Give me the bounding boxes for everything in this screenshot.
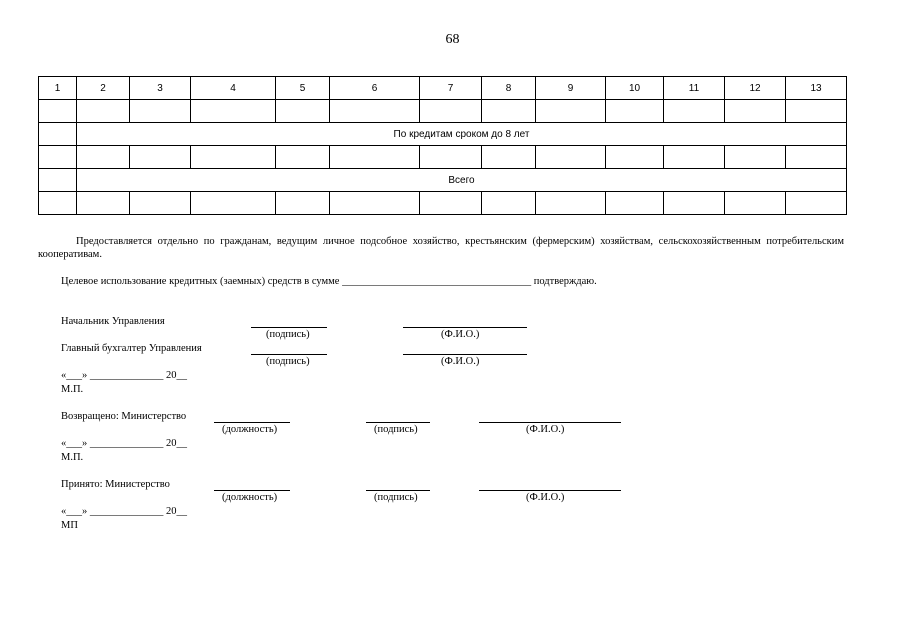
table-cell	[536, 146, 606, 169]
table-cell	[664, 146, 725, 169]
target-use-confirm: подтверждаю.	[533, 276, 597, 287]
table-cell	[420, 146, 482, 169]
header-cell: 9	[536, 77, 606, 100]
section-total: Всего	[77, 169, 847, 192]
table-cell	[39, 100, 77, 123]
table-header-row	[39, 77, 847, 100]
table-cell	[420, 192, 482, 215]
signature-line	[366, 422, 430, 423]
table-cell	[664, 192, 725, 215]
table-cell	[330, 100, 420, 123]
signature-line	[366, 490, 430, 491]
table-cell	[276, 100, 330, 123]
position-caption: (должность)	[222, 424, 278, 435]
amount-blank: ____________________________________	[342, 276, 532, 287]
header-cell: 7	[420, 77, 482, 100]
table-cell	[786, 192, 847, 215]
table-cell	[482, 192, 536, 215]
fio-caption: (Ф.И.О.)	[526, 424, 565, 435]
header-cell: 11	[664, 77, 725, 100]
header-cell: 6	[330, 77, 420, 100]
table-cell	[725, 100, 786, 123]
header-cell: 3	[130, 77, 191, 100]
fio-line	[479, 490, 621, 491]
signature-line	[251, 354, 327, 355]
table-cell	[39, 169, 77, 192]
table-cell	[420, 100, 482, 123]
table-cell	[276, 146, 330, 169]
header-cell: 12	[725, 77, 786, 100]
fio-line	[479, 422, 621, 423]
table-cell	[786, 100, 847, 123]
table-cell	[39, 192, 77, 215]
table-row	[39, 100, 847, 123]
table-cell	[191, 100, 276, 123]
returned-label: Возвращено: Министерство	[61, 411, 187, 422]
header-cell: 4	[191, 77, 276, 100]
signature-caption: (подпись)	[374, 424, 418, 435]
section-long-term: По кредитам сроком до 8 лет	[77, 123, 847, 146]
signature-line	[251, 327, 327, 328]
table-row	[39, 146, 847, 169]
table-cell	[130, 146, 191, 169]
accountant-label: Главный бухгалтер Управления	[61, 343, 202, 354]
table-cell	[536, 192, 606, 215]
table-cell	[276, 192, 330, 215]
fio-line	[403, 354, 527, 355]
accepted-label: Принято: Министерство	[61, 479, 170, 490]
position-line	[214, 490, 290, 491]
table-row	[39, 192, 847, 215]
table-cell	[77, 192, 130, 215]
header-cell: 13	[786, 77, 847, 100]
fio-caption: (Ф.И.О.)	[441, 329, 480, 340]
position-line	[214, 422, 290, 423]
table-cell	[606, 192, 664, 215]
date-line: «___» ______________ 20__	[61, 506, 187, 517]
fio-caption: (Ф.И.О.)	[441, 356, 480, 367]
table-cell	[482, 100, 536, 123]
header-cell: 8	[482, 77, 536, 100]
stamp-mark: М.П.	[61, 452, 84, 463]
table-cell	[536, 100, 606, 123]
stamp-mark: МП	[61, 520, 78, 531]
target-use-statement	[61, 275, 597, 288]
header-cell: 2	[77, 77, 130, 100]
position-caption: (должность)	[222, 492, 278, 503]
header-cell: 10	[606, 77, 664, 100]
signature-caption: (подпись)	[266, 356, 310, 367]
table-cell	[482, 146, 536, 169]
head-label: Начальник Управления	[61, 316, 165, 327]
table-section-row	[39, 123, 847, 146]
target-use-text: Целевое использование кредитных (заемных) средств в сумме	[61, 276, 340, 287]
header-cell: 1	[39, 77, 77, 100]
table-cell	[77, 100, 130, 123]
table-cell	[725, 192, 786, 215]
header-cell: 5	[276, 77, 330, 100]
data-table	[38, 76, 847, 215]
table-section-row	[39, 169, 847, 192]
table-cell	[39, 123, 77, 146]
date-line: «___» ______________ 20__	[61, 370, 187, 381]
table-cell	[191, 192, 276, 215]
table-cell	[606, 100, 664, 123]
fio-line	[403, 327, 527, 328]
table-cell	[330, 192, 420, 215]
signature-caption: (подпись)	[266, 329, 310, 340]
table-cell	[130, 192, 191, 215]
fio-caption: (Ф.И.О.)	[526, 492, 565, 503]
date-line: «___» ______________ 20__	[61, 438, 187, 449]
table-cell	[39, 146, 77, 169]
table-cell	[786, 146, 847, 169]
table-cell	[77, 146, 130, 169]
table-cell	[725, 146, 786, 169]
page-number: 68	[445, 32, 460, 47]
signature-caption: (подпись)	[374, 492, 418, 503]
stamp-mark: М.П.	[61, 384, 84, 395]
table-cell	[191, 146, 276, 169]
table-cell	[130, 100, 191, 123]
table-cell	[664, 100, 725, 123]
table-cell	[330, 146, 420, 169]
note-paragraph: Предоставляется отдельно по гражданам, ведущим личное подсобное хозяйство, крестьянским (фермерским) хозяйствам, сельскохозяйственным потребительским кооперативам.	[38, 236, 844, 260]
table-cell	[606, 146, 664, 169]
